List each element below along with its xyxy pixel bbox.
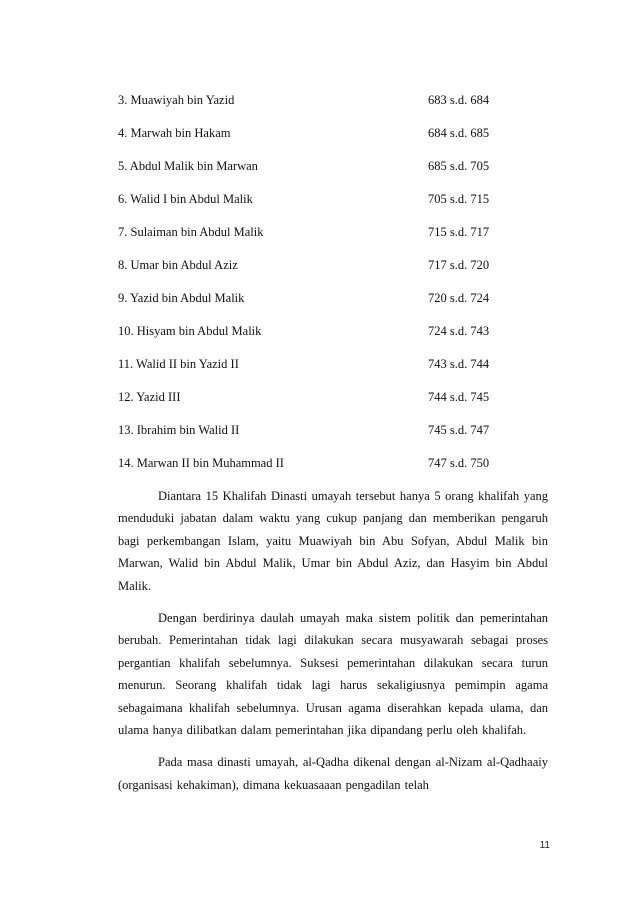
caliph-name: 7. Sulaiman bin Abdul Malik	[118, 225, 264, 239]
caliph-name: 8. Umar bin Abdul Aziz	[118, 258, 238, 272]
caliph-name: 11. Walid II bin Yazid II	[118, 357, 239, 371]
body-text	[118, 485, 548, 806]
list-item	[118, 88, 548, 121]
caliph-list	[118, 88, 548, 484]
list-item	[118, 418, 548, 451]
reign-period: 745 s.d. 747	[428, 423, 490, 437]
list-item	[118, 286, 548, 319]
reign-period: 684 s.d. 685	[428, 126, 490, 140]
reign-period: 720 s.d. 724	[428, 291, 490, 305]
caliph-name: 9. Yazid bin Abdul Malik	[118, 291, 245, 305]
list-item	[118, 352, 548, 385]
reign-period: 683 s.d. 684	[428, 93, 490, 107]
caliph-name: 14. Marwan II bin Muhammad II	[118, 456, 284, 470]
list-item	[118, 385, 548, 418]
paragraph: Pada masa dinasti umayah, al-Qadha dikenal dengan al-Nizam al-Qadhaaiy (organisasi kehakiman), dimana kekuasaaan pengadilan telah	[118, 755, 548, 792]
paragraph: Diantara 15 Khalifah Dinasti umayah tersebut hanya 5 orang khalifah yang menduduki jabatan dalam waktu yang cukup panjang dan memberikan pengaruh bagi perkembangan Islam, yaitu Muawiyah bin Abu Sofyan, Abdul Malik bin Marwan, Walid bin Abdul Malik, Umar bin Abdul Aziz, dan Hasyim bin Abdul Malik.	[118, 489, 548, 593]
list-item	[118, 451, 548, 484]
list-item	[118, 154, 548, 187]
caliph-name: 4. Marwah bin Hakam	[118, 126, 231, 140]
list-item	[118, 121, 548, 154]
caliph-name: 10. Hisyam bin Abdul Malik	[118, 324, 262, 338]
list-item	[118, 253, 548, 286]
reign-period: 717 s.d. 720	[428, 258, 490, 272]
list-item	[118, 187, 548, 220]
list-item	[118, 319, 548, 352]
reign-period: 715 s.d. 717	[428, 225, 490, 239]
reign-period: 705 s.d. 715	[428, 192, 490, 206]
caliph-name: 3. Muawiyah bin Yazid	[118, 93, 235, 107]
caliph-name: 13. Ibrahim bin Walid II	[118, 423, 240, 437]
page-number: 11	[539, 840, 550, 851]
reign-period: 747 s.d. 750	[428, 456, 490, 470]
reign-period: 724 s.d. 743	[428, 324, 490, 338]
caliph-name: 12. Yazid III	[118, 390, 181, 404]
reign-period: 685 s.d. 705	[428, 159, 490, 173]
reign-period: 743 s.d. 744	[428, 357, 490, 371]
list-item	[118, 220, 548, 253]
caliph-name: 5. Abdul Malik bin Marwan	[118, 159, 258, 173]
caliph-name: 6. Walid I bin Abdul Malik	[118, 192, 253, 206]
reign-period: 744 s.d. 745	[428, 390, 490, 404]
paragraph: Dengan berdirinya daulah umayah maka sistem politik dan pemerintahan berubah. Pemerintahan tidak lagi dilakukan secara musyawarah sebagai proses pergantian khalifah sebelumnya. Suksesi pemerintahan dilakukan secara turun menurun. Seorang khalifah tidak lagi harus sekaligiusnya pemimpin agama sebagaimana khalifah sebelumnya. Urusan agama diserahkan kepada ulama, dan ulama hanya dilibatkan dalam pemerintahan jika dipandang perlu oleh khalifah.	[118, 611, 548, 738]
